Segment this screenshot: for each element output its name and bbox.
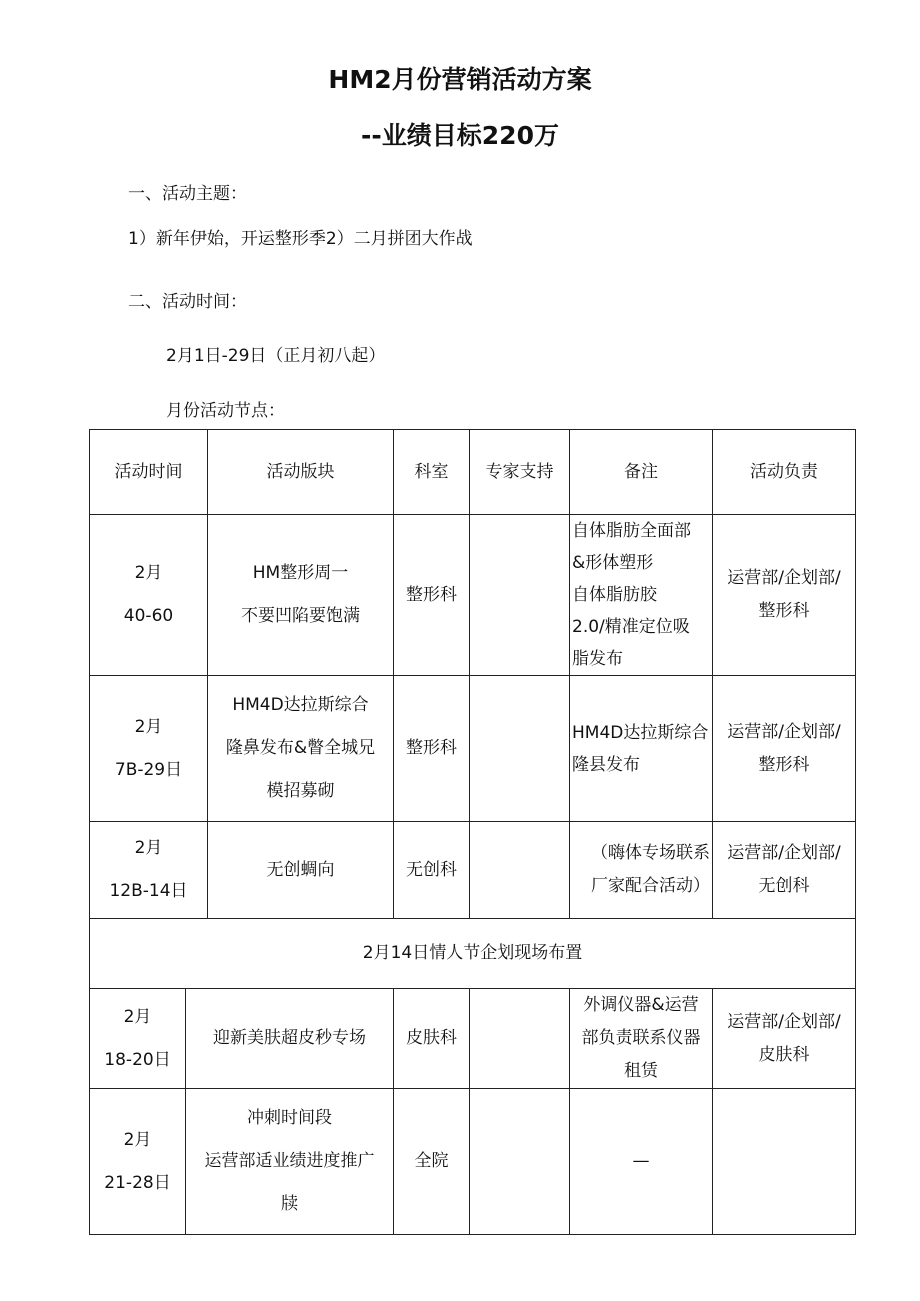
- block-cell: [208, 515, 394, 676]
- dept-cell: 全院: [394, 1089, 470, 1235]
- section-1-heading: 一、活动主题：: [128, 184, 247, 204]
- time-month: 2月: [134, 563, 163, 583]
- table-row: [90, 1089, 856, 1235]
- block-cell: [186, 1089, 394, 1235]
- merged-cell: 2月14日情人节企划现场布置: [90, 919, 856, 989]
- time-days: 40-60: [123, 606, 174, 626]
- table-header-row: [90, 430, 856, 515]
- owner-cell: [713, 676, 856, 822]
- dept-cell: 无创科: [394, 822, 470, 919]
- activity-schedule-table: [89, 429, 856, 1235]
- table-row: [90, 676, 856, 822]
- header-cell: 备注: [570, 430, 713, 515]
- block-line: HM整形周一: [252, 563, 349, 583]
- block-line: 模招募砌: [266, 781, 335, 801]
- note-cell: [570, 989, 713, 1089]
- dept-cell: 整形科: [394, 676, 470, 822]
- owner-line: 运营部/企划部/: [727, 568, 841, 588]
- owner-line: 运营部/企划部/: [727, 843, 841, 863]
- expert-cell: [470, 676, 570, 822]
- section-1-text: 1）新年伊始，开运整形季2）二月拼团大作战: [128, 229, 473, 249]
- time-month: 2月: [123, 1129, 152, 1150]
- table-row: [90, 822, 856, 919]
- block-line: 不要凹陷要饱满: [241, 606, 360, 626]
- note-line: 自体脂肪全面部: [572, 521, 691, 541]
- block-cell: 无创蜩向: [208, 822, 394, 919]
- note-cell: [570, 676, 713, 822]
- owner-cell: [713, 1089, 856, 1235]
- time-cell: [90, 1089, 186, 1235]
- table-row: [90, 515, 856, 676]
- note-line: 外调仪器&运营: [583, 995, 699, 1015]
- note-line: HM4D达拉斯综合: [572, 722, 709, 743]
- header-cell: 活动版块: [208, 430, 394, 515]
- note-line: 租赁: [624, 1061, 658, 1081]
- time-days: 21-28日: [104, 1172, 171, 1193]
- note-cell: [570, 515, 713, 676]
- time-cell: [90, 676, 208, 822]
- time-days: 12B-14日: [109, 881, 188, 901]
- expert-cell: [470, 515, 570, 676]
- time-cell: [90, 989, 186, 1089]
- document-subtitle: --业绩目标220万: [361, 121, 559, 150]
- owner-line: 整形科: [758, 601, 810, 621]
- header-cell: 科室: [394, 430, 470, 515]
- block-line: 牍: [281, 1194, 298, 1214]
- block-line: HM4D达拉斯综合: [232, 695, 369, 715]
- expert-cell: [470, 989, 570, 1089]
- owner-line: 运营部/企划部/: [727, 721, 841, 742]
- note-cell: —: [570, 1089, 713, 1235]
- note-cell: [570, 822, 713, 919]
- time-cell: [90, 515, 208, 676]
- owner-cell: [713, 822, 856, 919]
- owner-line: 无创科: [758, 876, 810, 896]
- block-cell: [208, 676, 394, 822]
- note-line: 脂发布: [572, 649, 623, 669]
- time-days: 18-20日: [104, 1049, 171, 1070]
- section-2-heading: 二、活动时间：: [128, 292, 247, 312]
- note-line: 部负责联系仪器: [581, 1028, 701, 1048]
- document-title: HM2月份营销活动方案: [328, 65, 592, 94]
- expert-cell: [470, 822, 570, 919]
- header-cell: 活动时间: [90, 430, 208, 515]
- time-cell: [90, 822, 208, 919]
- dept-cell: 整形科: [394, 515, 470, 676]
- header-cell: 专家支持: [470, 430, 570, 515]
- note-line: &形体塑形: [572, 553, 654, 573]
- block-line: 运营部适业绩进度推广: [204, 1151, 375, 1171]
- time-days: 7B-29日: [114, 759, 183, 780]
- time-month: 2月: [134, 716, 163, 737]
- note-line: 2.0/精准定位吸: [572, 617, 690, 637]
- block-line: 隆鼻发布&瞥全城兄: [225, 738, 376, 758]
- owner-line: 运营部/企划部/: [727, 1011, 841, 1032]
- block-line: 冲刺时间段: [247, 1108, 332, 1128]
- table-row-merged: [90, 919, 856, 989]
- header-cell: 活动负责: [713, 430, 856, 515]
- dept-cell: 皮肤科: [394, 989, 470, 1089]
- block-cell: 迎新美肤超皮秒专场: [186, 989, 394, 1089]
- expert-cell: [470, 1089, 570, 1235]
- table-row: [90, 989, 856, 1089]
- note-line: （嗨体专场联系: [591, 843, 710, 863]
- owner-cell: [713, 989, 856, 1089]
- owner-cell: [713, 515, 856, 676]
- activity-nodes-label: 月份活动节点：: [166, 401, 285, 421]
- owner-line: 皮肤科: [758, 1044, 810, 1065]
- date-range: 2月1日-29日（正月初八起）: [166, 346, 386, 366]
- time-month: 2月: [134, 838, 163, 858]
- note-line: 自体脂肪胶: [572, 585, 657, 605]
- note-line: 厂家配合活动）: [591, 876, 710, 896]
- note-line: 隆县发布: [572, 754, 640, 775]
- time-month: 2月: [123, 1006, 152, 1027]
- owner-line: 整形科: [758, 754, 810, 775]
